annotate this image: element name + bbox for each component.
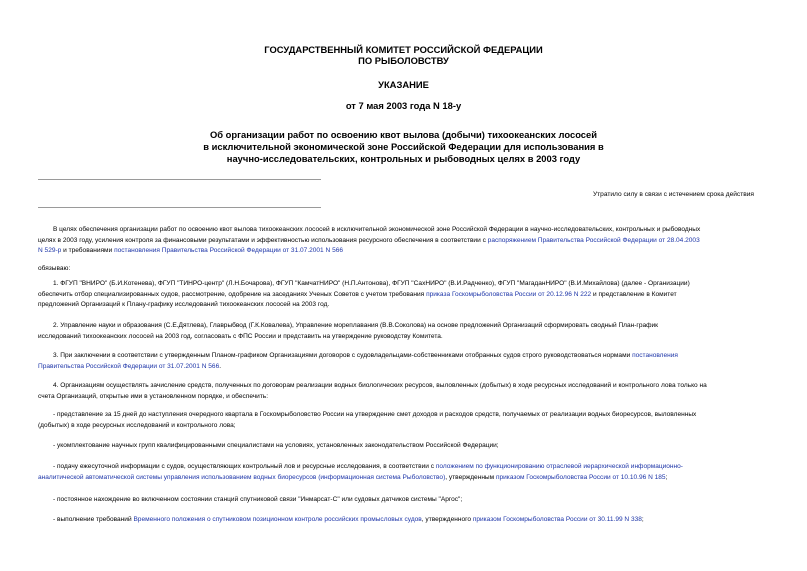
sub-item-daily-info-line2: [38, 473, 769, 484]
item-3-line1-text: 3. При заключении в соответствии с утвержденным Планом-графиком Организациями договоров с судовладельцами-собственниками отобранных судов строго руководствоваться нормами: [53, 352, 631, 359]
item-2-line1: 2. Управление науки и образования (С.Е.Дятлева), Главрыбвод (Г.К.Ковалева), Управление мореплавания (В.В.Соколова) на основе предложений Организаций сформировать сводный План-график: [53, 322, 659, 329]
sub-item-estimates: [38, 410, 769, 431]
item-4: [38, 381, 769, 402]
document-title-line2: в исключительной экономической зоне Российской Федерации для использования в: [203, 141, 604, 152]
link-regulation-system[interactable]: положением по функционированию отраслевой иерархической информационно-: [435, 463, 683, 470]
item-4-line1: 4. Организациям осуществлять зачисление средств, полученных по договорам реализации водных биологических ресурсов, выловленных (добытых) в ходе ресурсных исследований и контрольного лова только на: [53, 382, 707, 389]
item-1-line2-text: обеспечить отбор специализированных судов, рассмотрение, одобрение на заседаниях Ученых Советов с учетом требования: [38, 290, 425, 298]
sub-item-satellite: - постоянное нахождение во включенном состоянии станций спутниковой связи "Инмарсат-С" или судовых датчиков системы "Аргос";: [53, 496, 463, 503]
sub-item-daily-info: [38, 462, 769, 483]
sub-item-daily-info-mid: , утвержденным: [445, 473, 495, 481]
item-1: [38, 279, 769, 311]
intro-paragraph: [38, 225, 769, 257]
item-3-line1: [38, 351, 769, 362]
intro-line3-text: и требованиями: [63, 247, 113, 254]
divider-bottom: [38, 207, 321, 208]
issuing-authority-line1: ГОСУДАРСТВЕННЫЙ КОМИТЕТ РОССИЙСКОЙ ФЕДЕРАЦИИ: [264, 44, 543, 55]
link-resolution-566-item3-cont[interactable]: Правительства Российской Федерации от 31.07.2001 N 566: [38, 362, 220, 370]
sub-item-positioning-text: - выполнение требований: [53, 516, 132, 523]
sub-item-daily-info-line1: [38, 462, 769, 473]
divider-top: [38, 179, 321, 180]
link-order-529-number[interactable]: N 529-р: [38, 247, 62, 254]
item-1-line2: [38, 290, 769, 301]
status-note: Утратило силу в связи с истечением срока действия: [592, 191, 754, 198]
intro-line3: [38, 246, 769, 257]
obliges-label: обязываю:: [38, 265, 71, 272]
document-type: УКАЗАНИЕ: [378, 79, 429, 90]
link-order-529[interactable]: распоряжением Правительства Российской Федерации от 28.04.2003: [487, 236, 700, 244]
link-order-222[interactable]: приказа Госкомрыболовства России от 20.12.96 N 222: [426, 290, 592, 298]
intro-line2: [38, 236, 769, 247]
item-1-line3: предложений Организаций к Плану-графику исследований тихоокеанских лососей на 2003 год.: [38, 301, 330, 308]
link-order-185[interactable]: приказом Госкомрыболовства России от 10.10.96 N 185: [495, 473, 666, 481]
document-title-line3: научно-исследовательских, контрольных и рыбоводных целях в 2003 году: [226, 153, 581, 164]
sub-item-positioning-mid: , утвержденного: [421, 516, 471, 523]
sub-item-daily-info-text: - подачу ежесуточной информации с судов, осуществляющих контрольный лов и ресурсные исследования, в соответствии с: [53, 463, 434, 470]
item-3: [38, 351, 769, 372]
sub-item-positioning: [38, 515, 769, 526]
link-temporary-regulation[interactable]: Временного положения о спутниковом позиционном контроле российских промысловых судов: [133, 516, 422, 523]
sub-item-estimates-line1: - представление за 15 дней до наступления очередного квартала в Госкомрыболовство России на утверждение смет доходов и расходов средств, получаемых от реализации водных биоресурсов, выловленных: [53, 411, 697, 418]
sub-item-positioning-line1: [38, 515, 769, 526]
item-1-line2-tail: и представление в Комитет: [593, 290, 677, 298]
sub-item-estimates-line2: (добытых) в ходе ресурсных исследований и контрольного лова;: [38, 421, 236, 429]
item-3-line2: [38, 362, 769, 373]
link-resolution-566[interactable]: постановления Правительства Российской Федерации от 31.07.2001 N 566: [114, 247, 343, 254]
sub-item-staffing: - укомплектование научных групп квалифицированными специалистами на условиях, установленных законодательством Российской Федерации;: [53, 442, 499, 449]
sub-item-daily-info-tail: ;: [665, 473, 668, 481]
link-regulation-system-cont[interactable]: аналитической автоматической системы управления использованием водных биоресурсов (информационная система Рыболовство): [38, 473, 446, 481]
intro-line1: В целях обеспечения организации работ по освоению квот вылова тихоокеанских лососей в исключительной экономической зоне Российской Федерации в научно-исследовательских, контрольных и рыбоводных: [53, 226, 701, 233]
item-4-line2: счета Организаций, открытые ими в установленном порядке, и обеспечить:: [38, 392, 269, 400]
intro-line2-text: целях в 2003 году, усиления контроля за финансовыми результатами и эффективностью использования ресурсного обеспечения в соответствии с: [38, 236, 486, 244]
item-3-line2-tail: .: [219, 362, 222, 370]
item-2-line2: исследований тихоокеанских лососей на 2003 год, согласовать с ФПС России и представить на утверждение руководству Комитета.: [38, 332, 443, 340]
document-title-line1: Об организации работ по освоению квот вылова (добычи) тихоокеанских лососей: [209, 129, 597, 140]
issuing-authority-line2: ПО РЫБОЛОВСТВУ: [358, 55, 449, 66]
item-2: [38, 321, 769, 342]
document-date-number: от 7 мая 2003 года N 18-у: [345, 100, 462, 111]
item-1-line1: 1. ФГУП "ВНИРО" (Б.И.Котенева), ФГУП "ТИНРО-центр" (Л.Н.Бочарова), ФГУП "КамчатНИРО" (Н.П.Антонова), ФГУП "СахНИРО" (В.И.Радченко), ФГУП "МагаданНИРО" (В.И.Михайлова) (далее - Организации): [53, 280, 690, 287]
sub-item-positioning-tail: ;: [641, 516, 644, 523]
link-order-338[interactable]: приказом Госкомрыболовства России от 30.11.99 N 338: [472, 516, 642, 523]
link-resolution-566-item3[interactable]: постановления: [632, 352, 678, 359]
